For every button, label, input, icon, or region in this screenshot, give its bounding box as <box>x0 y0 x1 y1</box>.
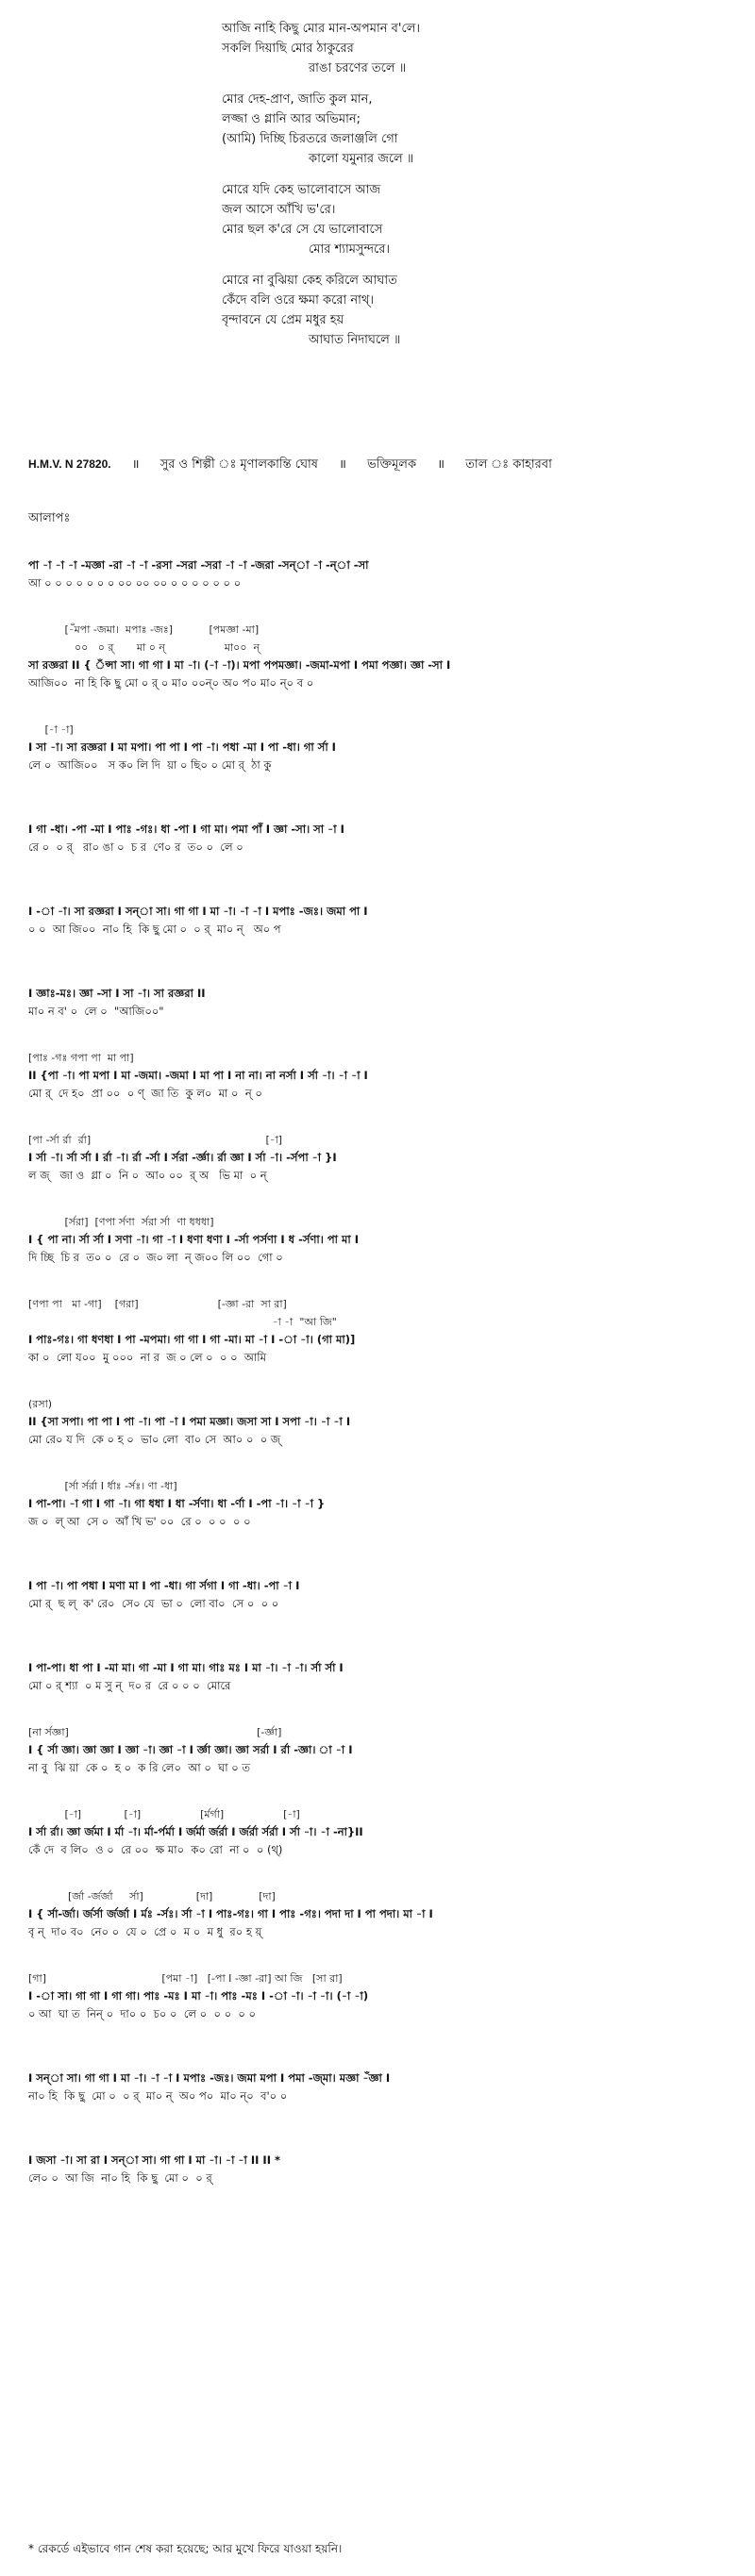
grace-notes: (রসা) <box>28 1398 53 1410</box>
song-lyrics <box>222 19 599 350</box>
lyric-line: সকলি দিয়াছি মোর ঠাকুরের <box>222 42 354 56</box>
swar-line: I -া সা। গা গা I গা গা। পাঃ -মঃ I মা -া। পাঃ -মঃ I -া -া। -া -া। (-া -া) <box>28 1989 369 2003</box>
grace-notes <box>28 2052 736 2069</box>
grace-notes: [পাঃ -গঃ গপা পা মা পা] <box>28 1052 134 1064</box>
notation-block <box>28 1049 736 1103</box>
lyric-line: লজ্জা ও গ্লানি আর অভিমান; <box>222 112 361 126</box>
grace-notes <box>28 1559 736 1577</box>
bani-line: মো রে০ য দি কে ০ হ ০ ভা০ লো বা০ সে আ০ ০ ০ জ্ <box>28 1433 281 1446</box>
grace-notes: [পা -র্সা র্রা র্রা] [-া] <box>28 1134 283 1146</box>
notation-block <box>28 2134 736 2187</box>
lyric-line: আঘাত নিদাঘলে ॥ <box>309 333 401 347</box>
bani-line: কা ০ লো য০০ মু ০০০ না র জ ০ লে ০ ০ ০ আমি <box>28 1351 266 1364</box>
separator: ॥ <box>437 457 445 472</box>
swar-line: I পা -া। পা পধা I মণা মা I পা -ধা। গা র্সগা I গা -ধা। -পা -া I <box>28 1579 300 1592</box>
artist-credit: সুর ও শিল্পী ঃ মৃণালকান্তি ঘোষ <box>159 457 318 472</box>
notation-block <box>28 1395 736 1449</box>
record-info <box>28 455 736 475</box>
lyric-line: (আমি) দিচ্ছি চিরতরে জলাঞ্জলি গো <box>222 132 398 146</box>
lyric-line: কালো যমুনার জলে ॥ <box>309 152 414 166</box>
grace-notes: [র্জা -র্জর্জা র্সা] [দা] [দা] <box>28 1890 276 1903</box>
swar-line: I { পা না। র্সা র্সা I সণা -া। গা -া I ধণা ধণা I -র্সা পর্সণা I ধ -র্সণা। পা মা I <box>28 1233 360 1246</box>
grace-notes: [র্সা র্সর্রা I র্ধাঃ -র্সঃ। ণা -ধা] <box>28 1480 177 1492</box>
swar-line: I জসা -া। সা রা I সন্‌া সা। গা গা I মা -া। -া -া II II * <box>28 2153 281 2167</box>
notation-block <box>28 1969 736 2023</box>
bani-line: আজি০০ না হি কি ছু মো ০ র্ ০ মা০ ০০ন্০ অ০ প০ মা০ ন্০ ব ০ <box>28 676 314 690</box>
grace-notes <box>28 803 736 821</box>
swar-line: I র্সা র্রা। জ্ঞা র্জমা I র্মা -া। র্মা-র্পর্মা I র্জর্মা র্জর্রা I র্জর্রা র্সর্রা I র্সা -া। -া -না}II <box>28 1825 363 1838</box>
bani-line: বৃ ন্ দা০ ব০ নে০ ০ যে ০ প্রে ০ ম ০ ম ধু র০ হ য়্ <box>28 1925 262 1938</box>
swar-line: I পাঃ-গঃ। গা ধণধা I পা -মপমা। গা গা I গা -মা। মা -া I -া -া। (গা মা)] <box>28 1333 356 1346</box>
grace-notes: [গা] [পমা -া] [-পা I -জ্ঞা -রা] আ জি [সা রা] <box>28 1972 343 1985</box>
stanza-gap <box>222 259 599 271</box>
notation-block <box>28 721 736 774</box>
swar-line: পা -া -া -া -মজ্ঞা -রা -া -া -রসা -সরা -সরা -া -া -জরা -সন্‌া -া -ন্‌া -সা <box>28 558 369 572</box>
grace-notes: [-া -া] <box>28 723 74 736</box>
grace-notes: [ণপা পা মা -গা] [গরা] [-জ্ঞা -রা সা রা] <box>28 1298 287 1310</box>
lyric-line: মোর দেহ-প্রাণ, জাতি কুল মান, <box>222 92 373 107</box>
grace-notes: [-া] [-া] [র্মর্গা] [-া] <box>28 1808 300 1820</box>
swar-line: I র্সা -া। র্সা র্সা I র্রা -া। র্রা -র্সা I র্সরা -র্জ্ঞা। র্রা জ্ঞা I র্সা -া। -র্সপা -া }I <box>28 1151 337 1164</box>
bani-line: ল জ্ জা ও গ্লা ০ নি ০ আ০ ০০ র্ অ ভি মা ০ ন্ <box>28 1169 267 1182</box>
bani-line: মা০ ন ব' ০ লে ০ "আজি০০" <box>28 1005 164 1018</box>
grace-notes <box>28 1641 736 1659</box>
separator: ॥ <box>131 457 140 472</box>
grace-notes <box>28 539 736 557</box>
swar-line: I -া -া। সা রজ্ঞরা I সন্‌া সা। গা গা I মা -া। -া -া I মপাঃ -জঃ। জমা পা I <box>28 905 368 918</box>
footnote: * রেকর্ডে এইভাবে গান শেষ করা হয়েছে; আর মুখে ফিরে যাওয়া হয়নি। <box>28 2542 343 2555</box>
notation-block <box>28 1295 736 1367</box>
stanza-gap <box>222 169 599 180</box>
lyric-line: আজি নাহি কিছু মোর মান-অপমান ব'লে। <box>222 22 421 36</box>
swar-line: I পা-পা। -া গা I গা -া। গা ধধা I ধা -র্সণা। ধা -র্ণা I -পা -া। -া -া } <box>28 1497 326 1510</box>
notation-block <box>28 967 736 1021</box>
bani-line: ০ ০ আ জি০০ না০ হি কি ছু মো ০ ০ র্ মা০ ন্ অ০ প <box>28 922 281 936</box>
swar-line: I গা -ধা। -পা -মা I পাঃ -গঃ। ধা -পা I গা মা। পমা পাঁ I জ্ঞা -সা। সা -া I <box>28 823 344 836</box>
notation-body <box>28 509 736 2216</box>
bani-line: মো র্ দে হ০ প্রা ০০ ০ ণ্ জা তি কু ল০ মা ০ ন্ ০ <box>28 1087 262 1100</box>
notation-block <box>28 1131 736 1185</box>
bani-line: রে ০ ০ র্ রা০ ঙা ০ চ র ণে০ র ত০ ০ লে ০ <box>28 840 243 854</box>
bani-line: আ ০ ০ ০ ০ ০ ০ ০ ০০ ০০ ০০ ০ ০ ০ ০ ০ ০ ০ <box>28 576 242 590</box>
stanza-gap <box>222 78 599 90</box>
swar-line: I পা-পা। ধা পা I -মা মা। গা -মা I গা মা। গাঃ মঃ I মা -া। -া -া। র্সা র্সা I <box>28 1661 344 1674</box>
bani-line: লে ০ আজি০০ স ক০ লি দি য়া ০ ছি০ ০ মো র্ ঠা কু <box>28 758 272 772</box>
grace-notes <box>28 2134 736 2152</box>
swar-line: I { র্সা জ্ঞা। জ্ঞা জ্ঞা I জ্ঞা -া। জ্ঞা -া I র্জ্ঞা জ্ঞা। জ্ঞা সর্রা I র্রা -জ্ঞা। া -া I <box>28 1743 353 1756</box>
separator: ॥ <box>339 457 346 472</box>
swar-line: II {সা সপা। পা পা I পা -া। পা -া I পমা মজ্ঞা। জসা সা I সপা -া। -া -া I <box>28 1415 351 1428</box>
notation-block <box>28 1723 736 1777</box>
notation-block <box>28 539 736 592</box>
grace-notes <box>28 885 736 903</box>
grace-notes: [র্সরা] [ণপা র্সণা র্সরা র্সা ণা ধধধা] <box>28 1216 214 1228</box>
bani-line: কেঁ দে ব লি০ ও ০ রে ০০ ক্ষ মা০ ক০ রো না ০ ০ (থ্) <box>28 1843 283 1856</box>
notation-block <box>28 885 736 939</box>
notation-block <box>28 621 736 692</box>
swar-line: সা রজ্ঞরা II { ঁন্সা সা। গা গা I মা -া। (-া -া)। মপা পপমজ্ঞা। -জমা-মপা I পমা পজ্ঞা। জ্ঞা -সা I <box>28 658 451 672</box>
notation-block <box>28 803 736 856</box>
swar-line: I সা -া। সা রজ্ঞরা I মা মপা। পা পা I পা -া। পধা -মা I পা -ধা। গা র্সা I <box>28 740 336 754</box>
lyric-line: জল আসে আঁখি ভ'রে। <box>222 203 336 217</box>
bani-line: মো র্ ছ ল্ ক' রে০ সে০ যে ভা ০ লো বা০ সে ০ ০ ০ <box>28 1597 279 1610</box>
notation-block <box>28 1477 736 1531</box>
tala-label: তাল ঃ কাহারবা <box>465 457 552 472</box>
grace-notes: [-ঁমপা -জমা। মপাঃ -জঃ] [পমজ্ঞা -মা] <box>28 623 260 636</box>
notation-blocks <box>28 539 736 2187</box>
bani-line: জ ০ ল্ আ সে ০ আঁ খি ভ' ০০ রে ০ ০ ০ ০ ০ <box>28 1515 251 1528</box>
bani-line: ০ আ ঘা ত নিন্ ০ দা০ ০ চ০ ০ লে ০ ০ ০ ০ ০ <box>28 2007 256 2020</box>
grace-notes-lower: -া -া "আ জি" <box>28 1316 337 1328</box>
notation-block <box>28 1887 736 1941</box>
record-number: H.M.V. N 27820. <box>28 457 111 471</box>
grace-notes: [না র্সজ্ঞা] [-র্জ্ঞা] <box>28 1726 282 1738</box>
swar-line: I সন্‌া সা। গা গা I মা -া। -া -া I মপাঃ -জঃ। জমা মপা I পমা -জ্মা। মজ্ঞা -ঁজ্ঞা I <box>28 2071 391 2085</box>
bani-line: লে০ ০ আ জি না০ হি কি ছু মো ০ ০ র্ <box>28 2171 212 2185</box>
lyric-line: রাঙা চরণের তলে ॥ <box>309 61 407 75</box>
swar-line: I { র্সা-র্জা। র্জর্সা র্জর্জা I র্মঃ -র্সঃ। র্সা -া I পাঃ-গঃ। গা I পাঃ -গঃ। পদা দা I পা পদা। মা -া I <box>28 1907 433 1920</box>
bani-line: মো ০ র্ শ্যা ০ ম সু ন্ দ০ র রে ০ ০ ০ মোরে <box>28 1679 231 1692</box>
notation-block <box>28 2052 736 2105</box>
lyric-line: মোরে যদি কেহ ভালোবাসে আজ <box>222 183 381 197</box>
swar-line: I জ্ঞাঃ-মঃ। জ্ঞা -সা I সা -া। সা রজ্ঞরা II <box>28 987 206 1000</box>
notation-block <box>28 1213 736 1267</box>
lyric-line: মোরে না বুঝিয়া কেহ করিলে আঘাত <box>222 274 397 288</box>
lyric-line: মোর ছল ক'রে সে যে ভালোবাসে <box>222 223 383 237</box>
bani-line: না বু ঝি য়া কে ০ হ ০ ক রি লে০ আ ০ ঘা ০ ত <box>28 1761 250 1774</box>
lyric-line: বৃন্দাবনে যে প্রেম মধুর হয় <box>222 313 344 327</box>
notation-block <box>28 1641 736 1695</box>
lyric-line: কেঁদে বলি ওরে ক্ষমা করো নাথ্। <box>222 293 375 307</box>
grace-notes <box>28 967 736 985</box>
bani-line: না০ হি কি ছু মো ০ ০ র্ মা০ ন্ অ০ প০ মা০ ন্০ ব'০ ০ <box>28 2089 288 2102</box>
swar-line: II {পা -া। পা মপা I মা -জমা। -জমা I মা পা I না না। না নর্সা I র্সা -া। -া -া I <box>28 1069 368 1082</box>
alap-label: আলাপঃ <box>28 511 71 525</box>
bani-line: দি চ্ছি চি র ত০ ০ রে ০ জ০ লা ন্ জ০০ লি ০০ গো ০ <box>28 1251 283 1264</box>
genre-label: ভক্তিমূলক <box>367 457 417 472</box>
grace-notes-lower: ০০ ০ র্ মা ০ ন্ মা০০ ন্ <box>28 641 260 654</box>
lyric-line: মোর শ্যামসুন্দরে। <box>309 242 391 257</box>
notation-block <box>28 1559 736 1613</box>
notation-block <box>28 1805 736 1859</box>
